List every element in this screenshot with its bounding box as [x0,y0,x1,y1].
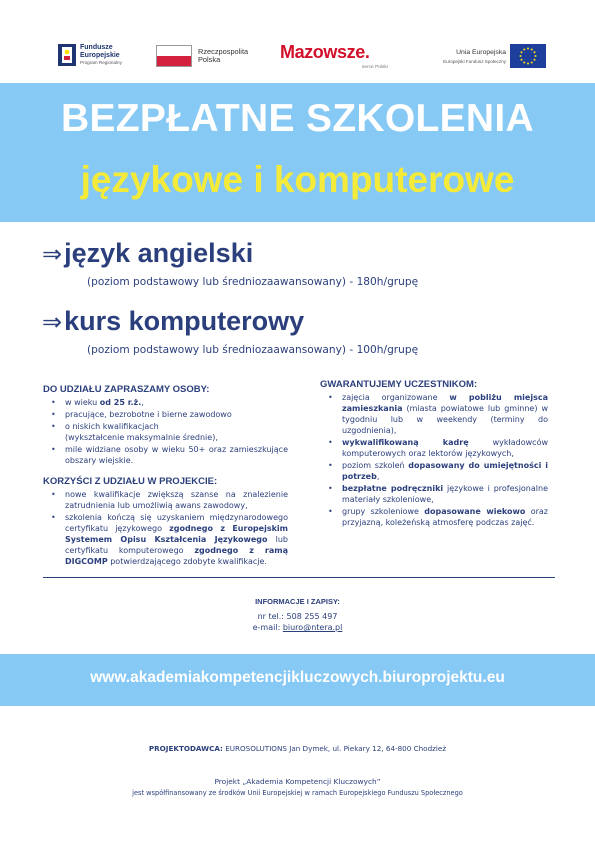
website-banner [0,654,595,706]
course-note: (poziom podstawowy lub średniozaawansowany) - 180h/grupę [87,276,419,288]
list-item: • nowe kwalifikacje zwiększą szanse na znalezienie zatrudnienia lub umożliwią awans zawodowy, [43,489,288,511]
mazowsze-name: Mazowsze. [280,42,370,62]
list-item: • w wieku od 25 r.ż., [43,397,288,408]
course-note: (poziom podstawowy lub średniozaawansowany) - 100h/grupę [87,344,419,356]
footer-applicant: PROJEKTODAWCA: EUROSOLUTIONS Jan Dymek, ul. Piekary 12, 64-800 Chodzież [148,744,447,753]
fe-line3: Program Regionalny [80,60,122,65]
right-column [320,379,548,529]
list-item: • bezpłatne podręczniki językowe i profesjonalne materiały szkoleniowe, [320,483,548,505]
email-link[interactable]: biuro@ntera.pl [282,623,343,632]
guarantee-heading: GWARANTUJEMY UCZESTNIKOM: [320,379,478,390]
fe-line2: Europejskie [80,51,120,59]
course-name: język angielski [64,238,254,268]
arrow-icon: ⇒ [42,241,63,268]
list-item: • wykwalifikowaną kadrę wykładowców komputerowych oraz lektorów językowych, [320,437,548,459]
list-item: • szkolenia kończą się uzyskaniem międzynarodowego certyfikatu językowego zgodnego z Europejskim Systemem Opisu Kształcenia Językowego lub certyfikatu komputerowego zgodnego z ramą DIGCOMP potwierdzającego zdobyte kwalifikacje. [43,512,288,567]
benefits-heading: KORZYŚCI Z UDZIAŁU W PROJEKCIE: [43,476,218,487]
ue-line2: Europejski Fundusz Społeczny [443,58,506,64]
contact-block [0,596,595,633]
guarantee-list [320,392,548,528]
polish-flag-icon [156,45,192,67]
mazowsze-sub: serce Polski [362,65,388,70]
rzeczpospolita-logo [156,40,266,74]
list-item: • pracujące, bezrobotne i bierne zawodowo [43,409,288,420]
course-english [42,238,419,288]
website-link[interactable]: www.akademiakompetencjikluczowych.biuroprojektu.eu [90,669,505,686]
contact-phone: nr tel.: 508 255 497 [257,612,338,621]
course-computer [42,306,419,356]
banner-subtitle: językowe i komputerowe [80,159,515,200]
list-item: • mile widziane osoby w wieku 50+ oraz zamieszkujące obszary wiejskie. [43,444,288,466]
arrow-icon: ⇒ [42,309,63,336]
invite-heading: DO UDZIAŁU ZAPRASZAMY OSOBY: [43,384,210,395]
invite-list [43,397,288,466]
list-item: • poziom szkoleń dopasowany do umiejętności i potrzeb, [320,460,548,482]
logo-strip [0,40,595,74]
ue-line1: Unia Europejska [456,49,506,56]
left-column [43,384,288,568]
list-item: • o niskich kwalifikacjach (wykształcenie maksymalnie średnie), [43,421,288,443]
unia-europejska-logo [426,40,546,74]
fe-line1: Fundusze [80,44,113,51]
rp-line2: Polska [198,55,221,64]
contact-email-row: e-mail: biuro@ntera.pl [252,623,343,632]
divider [43,577,555,578]
fe-star-icon [58,44,76,66]
footer-project: Projekt „Akademia Kompetencji Kluczowych” [214,777,381,786]
course-name: kurs komputerowy [64,306,305,336]
rp-line1: Rzeczpospolita [198,47,249,56]
benefits-list [43,489,288,567]
fundusze-europejskie-logo [58,40,148,74]
list-item: • zajęcia organizowane w pobliżu miejsca zamieszkania (miasta powiatowe lub gminne) w tygodniu lub w weekendy (terminy do uzgodnienia), [320,392,548,436]
eu-flag-icon [510,44,546,68]
banner-title: BEZPŁATNE SZKOLENIA [61,97,534,140]
footer-funding: jest współfinansowany ze środków Unii Europejskiej w ramach Europejskiego Funduszu Społecznego [132,789,463,797]
list-item: • grupy szkoleniowe dopasowane wiekowo oraz przyjazną, koleżeńską atmosferę podczas zajęć. [320,506,548,528]
mazowsze-logo [280,40,408,74]
contact-heading: INFORMACJE I ZAPISY: [255,597,340,606]
title-banner [0,83,595,222]
